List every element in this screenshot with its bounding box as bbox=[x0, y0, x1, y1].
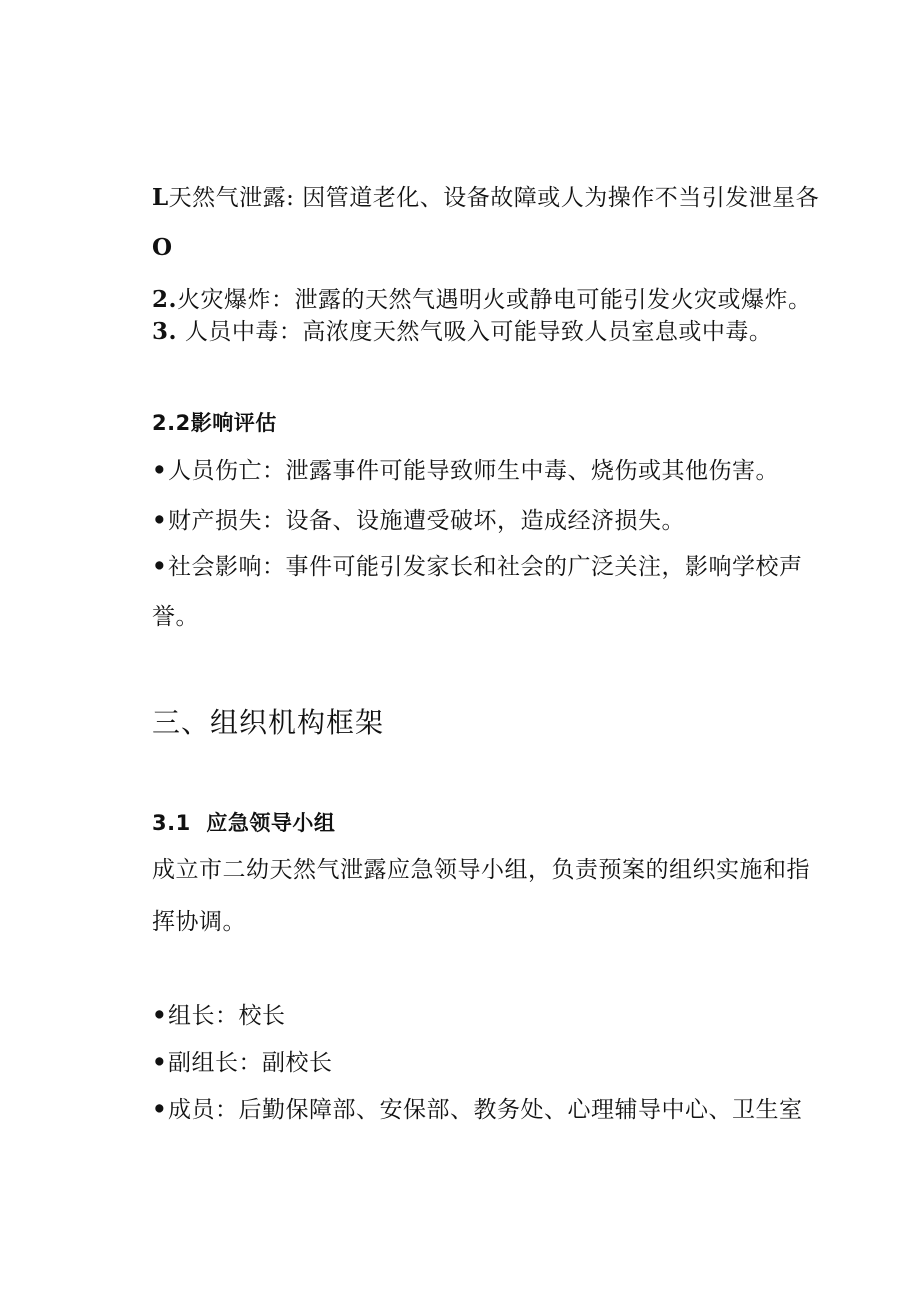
risk-item-1-number: L bbox=[152, 184, 169, 211]
impact-bullet-3 bbox=[152, 552, 803, 582]
bullet-icon: • bbox=[152, 1002, 168, 1029]
leadership-group-heading bbox=[152, 808, 335, 838]
risk-item-1-text: 天然气泄露: 因管道老化、设备故障或人为操作不当引发泄星各 bbox=[168, 185, 820, 211]
member-bullet-3 bbox=[152, 1095, 803, 1125]
risk-item-1 bbox=[152, 183, 819, 213]
section-3-title: 三、组织机构框架 bbox=[152, 706, 385, 739]
impact-heading: 2.2影响评估 bbox=[152, 411, 277, 435]
impact-bullet-3-text: 社会影响：事件可能引发家长和社会的广泛关注，影响学校声 bbox=[168, 554, 803, 580]
leadership-paragraph-line-2: 挥协调。 bbox=[152, 909, 246, 935]
leadership-group-heading-number: 3.1 bbox=[152, 811, 191, 835]
leadership-paragraph-line-1: 成立市二幼天然气泄露应急领导小组，负责预案的组织实施和指 bbox=[152, 857, 810, 883]
member-bullet-1-text: 组长：校长 bbox=[168, 1003, 286, 1029]
risk-item-2-number: 2. bbox=[152, 286, 178, 313]
risk-item-2-text: 火灾爆炸：泄露的天然气遇明火或静电可能引发火灾或爆炸。 bbox=[177, 287, 812, 313]
impact-bullet-3-continuation: 誉。 bbox=[152, 604, 199, 630]
risk-item-1-continuation: O bbox=[152, 234, 173, 261]
impact-bullet-1-text: 人员伤亡：泄露事件可能导致师生中毒、烧伤或其他伤害。 bbox=[168, 458, 779, 484]
bullet-icon: • bbox=[152, 553, 168, 580]
risk-item-3-number: 3. bbox=[152, 318, 178, 345]
risk-item-3 bbox=[152, 317, 772, 347]
member-bullet-3-text: 成员：后勤保障部、安保部、教务处、心理辅导中心、卫生室 bbox=[168, 1097, 803, 1123]
risk-item-2 bbox=[152, 285, 812, 315]
bullet-icon: • bbox=[152, 457, 168, 484]
leadership-group-heading-text: 应急领导小组 bbox=[206, 811, 336, 835]
impact-bullet-2-text: 财产损失：设备、设施遭受破坏，造成经济损失。 bbox=[168, 508, 685, 534]
bullet-icon: • bbox=[152, 507, 168, 534]
bullet-icon: • bbox=[152, 1096, 168, 1123]
impact-bullet-1 bbox=[152, 456, 779, 486]
bullet-icon: • bbox=[152, 1049, 168, 1076]
impact-bullet-2 bbox=[152, 506, 685, 536]
risk-item-3-text: 人员中毒：高浓度天然气吸入可能导致人员室息或中毒。 bbox=[177, 319, 773, 345]
member-bullet-2 bbox=[152, 1048, 333, 1078]
member-bullet-1 bbox=[152, 1001, 286, 1031]
member-bullet-2-text: 副组长：副校长 bbox=[168, 1050, 333, 1076]
